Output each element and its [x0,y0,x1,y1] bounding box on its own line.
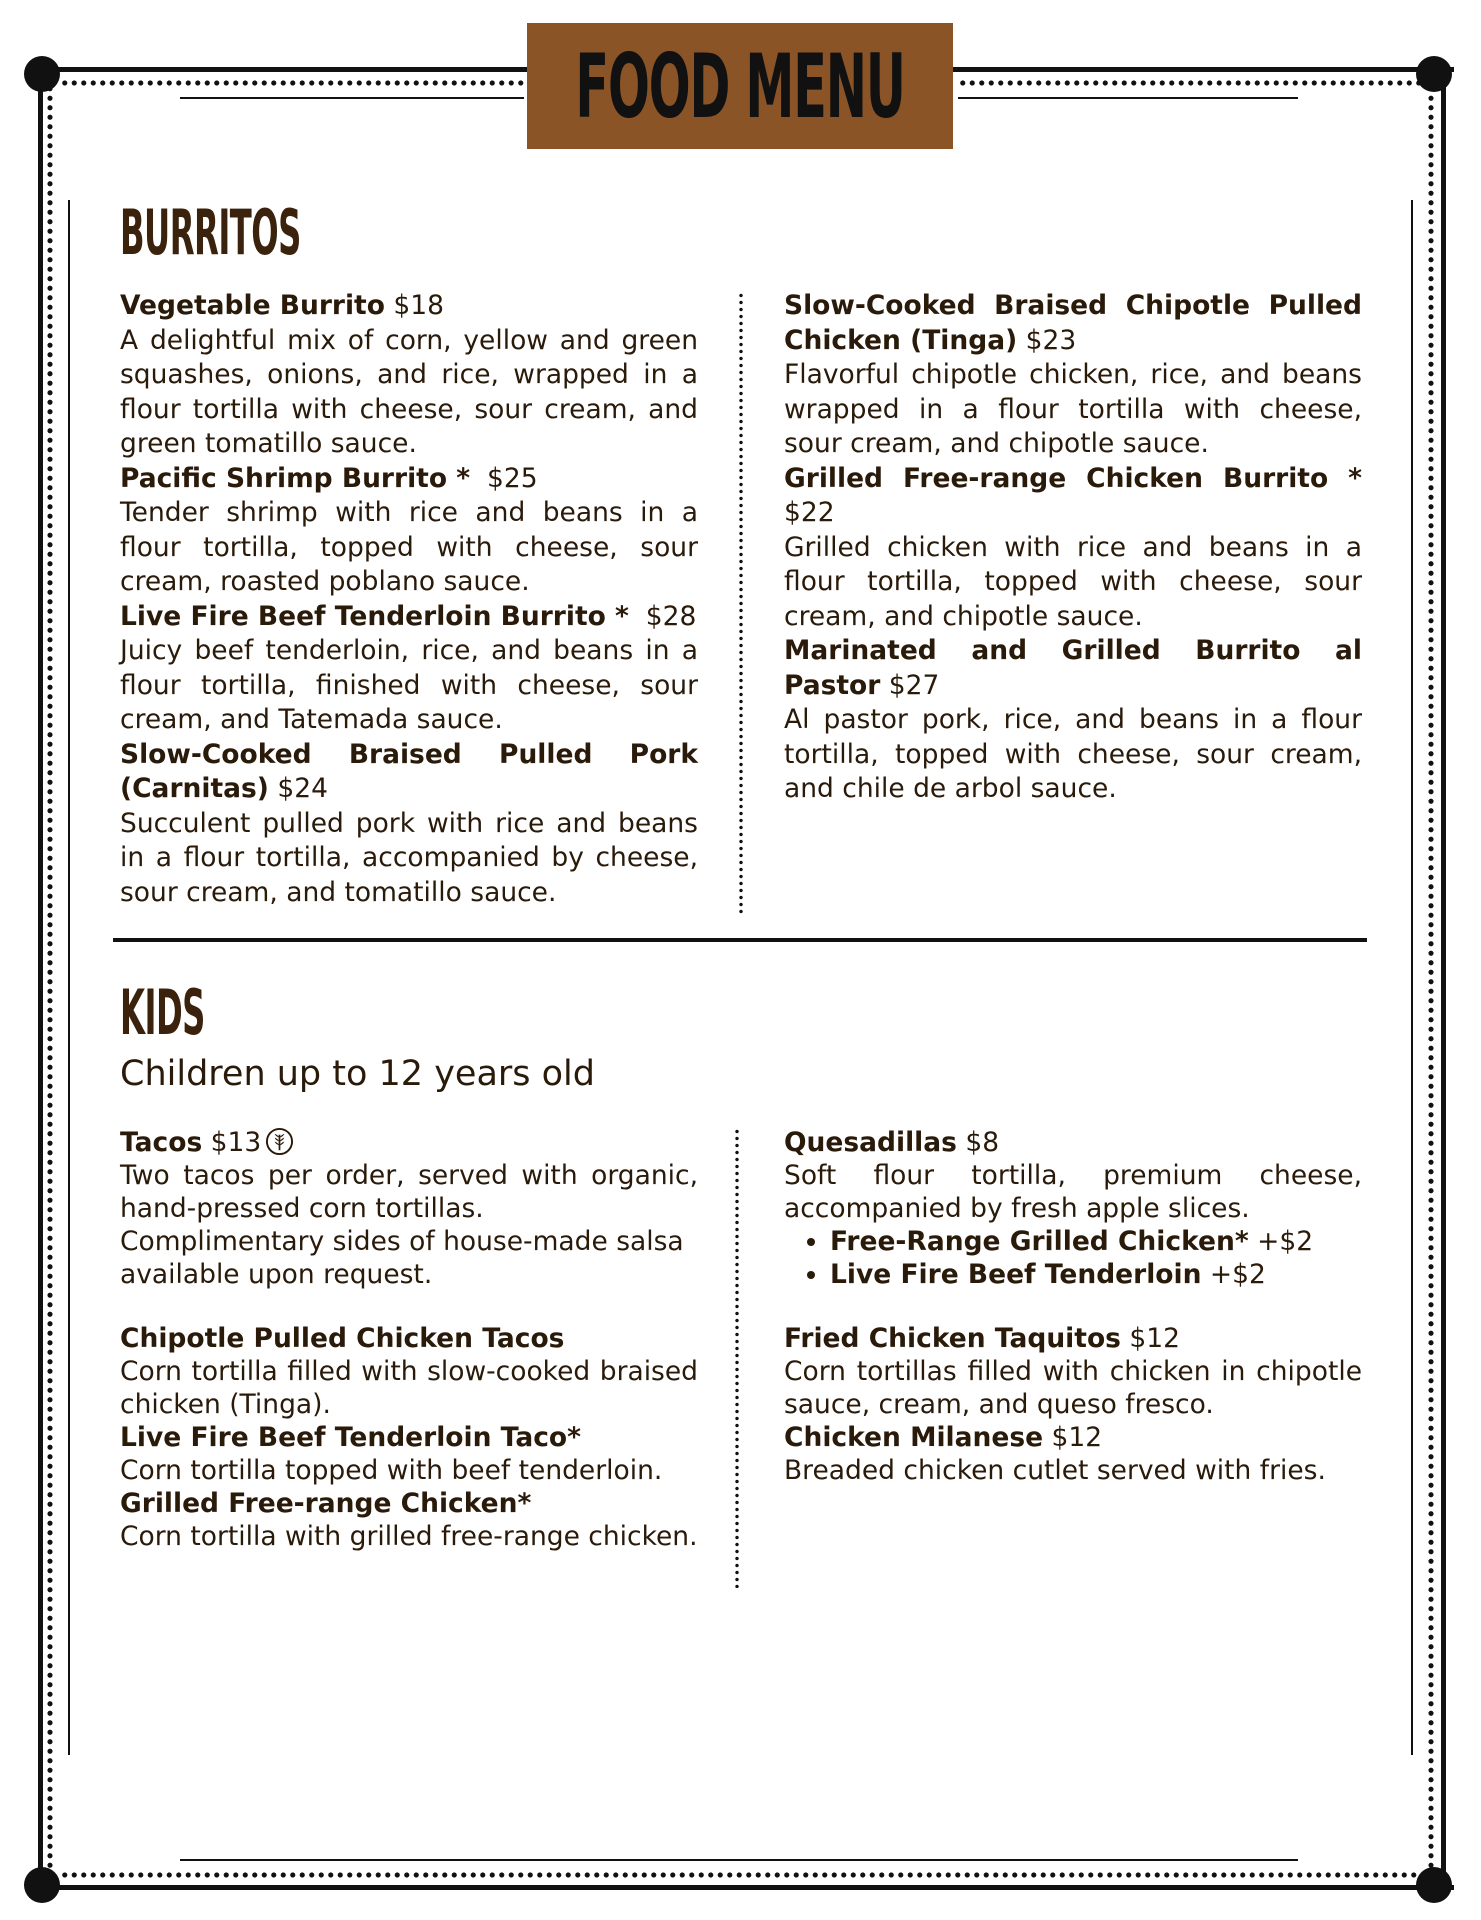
menu-item [120,738,698,911]
item-price: $25 [486,462,538,494]
item-price: $28 [645,600,697,632]
addon-price: +$2 [1209,1259,1266,1290]
burritos-column-divider [739,292,743,914]
kids-column-divider [735,1128,739,1588]
item-description: Breaded chicken cutlet served with fries. [784,1455,1326,1486]
frame-top-dots [60,80,524,86]
item-name: Marinated and Grilled Burrito al Pastor [784,635,1362,701]
menu-title-banner [527,23,953,149]
menu-item [784,1322,1362,1421]
frame-inner-right-rule [1411,200,1413,1755]
frame-corner-ornament [1416,56,1452,92]
item-name: Chicken Milanese [784,1422,1044,1453]
item-name: Fried Chicken Taquitos [784,1323,1121,1354]
frame-bottom-line [42,1885,1454,1890]
item-name: Slow-Cooked Braised Chipotle Pulled Chicken (Tinga) [784,290,1362,356]
frame-inner-left-rule [68,200,70,1755]
item-description: Grilled chicken with rice and beans in a flour tortilla, topped with cheese, sour cream, and chipotle sauce. [784,531,1362,632]
item-name: Quesadillas [784,1127,957,1158]
kids-heading: KIDS [120,976,205,1049]
menu-item [784,1421,1362,1487]
frame-corner-ornament [24,56,60,92]
item-price: $23 [1025,324,1077,356]
burritos-right-column [784,289,1362,807]
item-description: Corn tortilla topped with beef tenderloin. [120,1455,663,1486]
item-name: Pacific Shrimp Burrito * [120,462,471,494]
frame-inner-top-rule [180,97,524,99]
item-name: Live Fire Beef Tenderloin Burrito * [120,600,629,632]
menu-item [120,1421,698,1487]
item-description: Soft flour tortilla, premium cheese, accompanied by fresh apple slices. [784,1160,1362,1224]
frame-top-dots [958,80,1422,86]
addon-name: Free-Range Grilled Chicken* [830,1226,1249,1257]
item-description: Succulent pulled pork with rice and beans in a flour tortilla, accompanied by cheese, sour cream, and tomatillo sauce. [120,807,698,908]
section-divider [113,938,1367,942]
menu-item [120,600,698,738]
item-note: Complimentary sides of house-made salsa available upon request. [120,1226,684,1290]
item-price: $24 [277,773,328,804]
menu-item [784,634,1362,807]
item-description: Corn tortilla filled with slow-cooked braised chicken (Tinga). [120,1356,698,1420]
frame-right-dots [1428,84,1434,1874]
item-name: Live Fire Beef Tenderloin Taco* [120,1422,581,1453]
item-name: Vegetable Burrito [120,290,385,321]
item-description: Al pastor pork, rice, and beans in a flour tortilla, topped with cheese, sour cream, and chile de arbol sauce. [784,704,1362,804]
item-price: $27 [888,669,940,701]
item-name: Slow-Cooked Braised Pulled Pork (Carnitas) [120,738,698,804]
item-price: $13 [210,1127,262,1158]
addon-price: +$2 [1257,1226,1314,1257]
frame-right-line [1441,72,1446,1886]
menu-item [120,1126,698,1291]
item-price: $18 [393,290,444,321]
item-name: Tacos [120,1127,203,1158]
item-description: Flavorful chipotle chicken, rice, and beans wrapped in a flour tortilla with cheese, sour cream, and chipotle sauce. [784,359,1362,459]
kids-right-column [784,1126,1362,1487]
burritos-left-column [120,289,698,910]
frame-inner-bottom-rule [180,1859,1298,1861]
item-name: Chipotle Pulled Chicken Tacos [120,1323,565,1354]
menu-item [784,462,1362,635]
wheat-icon [265,1127,294,1156]
menu-item [120,1322,698,1421]
item-description: A delightful mix of corn, yellow and green squashes, onions, and rice, wrapped in a flour tortilla with cheese, sour cream, and green tomatillo sauce. [120,324,698,459]
frame-corner-ornament [24,1867,60,1903]
menu-title: FOOD MENU [575,34,905,138]
menu-item [784,289,1362,462]
kids-subtitle: Children up to 12 years old [120,1054,595,1094]
frame-left-line [38,72,43,1886]
burritos-heading: BURRITOS [120,196,301,269]
addon-item [830,1258,1362,1291]
item-price: $12 [1051,1422,1103,1453]
item-description: Corn tortilla with grilled free-range chicken. [120,1521,698,1552]
menu-item [784,1126,1362,1291]
frame-left-dots [47,84,53,1874]
kids-left-column [120,1126,698,1553]
item-name: Grilled Free-range Chicken* [120,1488,532,1519]
item-description: Juicy beef tenderloin, rice, and beans in a flour tortilla, finished with cheese, sour cream, and Tatemada sauce. [120,635,698,735]
item-price: $22 [784,497,835,528]
menu-item [120,1487,698,1553]
menu-item [120,289,698,462]
addon-name: Live Fire Beef Tenderloin [830,1259,1202,1290]
frame-inner-top-rule [958,97,1298,99]
frame-bottom-dots [60,1872,1422,1878]
item-price: $12 [1129,1323,1180,1354]
addon-item [830,1225,1362,1258]
item-name: Grilled Free-range Chicken Burrito * [784,462,1362,494]
item-price: $8 [965,1127,1000,1158]
addon-list [784,1225,1362,1291]
frame-corner-ornament [1416,1867,1452,1903]
item-description: Two tacos per order, served with organic, hand-pressed corn tortillas. [120,1160,698,1224]
item-description: Corn tortillas filled with chicken in chipotle sauce, cream, and queso fresco. [784,1356,1362,1420]
menu-item [120,462,698,600]
item-description: Tender shrimp with rice and beans in a flour tortilla, topped with cheese, sour cream, roasted poblano sauce. [120,497,698,597]
